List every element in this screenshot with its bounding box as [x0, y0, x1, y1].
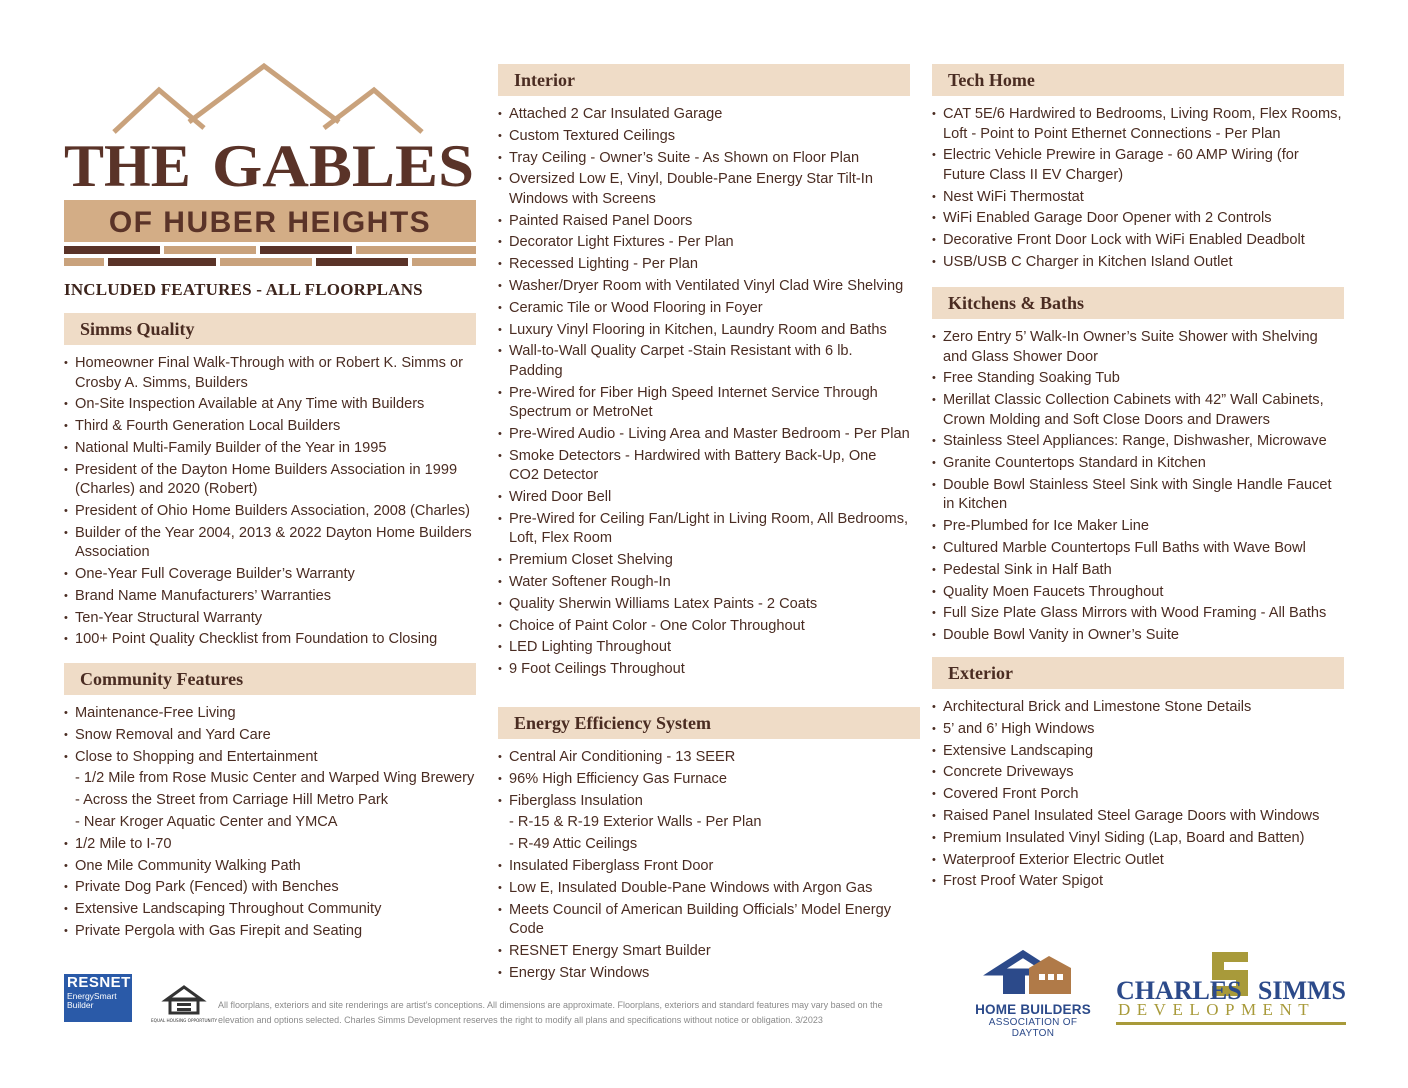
section-header: Energy Efficiency System [498, 707, 920, 739]
list [64, 354, 476, 650]
list-item: • One Mile Community Walking Path [64, 857, 476, 877]
list [64, 704, 476, 941]
list [498, 105, 910, 680]
list-item: • 96% High Efficiency Gas Furnace [498, 770, 920, 790]
roof-left-icon [114, 90, 204, 132]
list-item: • Maintenance-Free Living [64, 704, 476, 724]
list-item: • President of the Dayton Home Builders Association in 1999 (Charles) and 2020 (Robert) [64, 461, 476, 500]
list-item: • Wall-to-Wall Quality Carpet -Stain Resistant with 6 lb. Padding [498, 342, 910, 381]
resnet-title: RESNET [67, 974, 131, 991]
list-item: • Meets Council of American Building Officials’ Model Energy Code [498, 901, 920, 940]
section-header: Exterior [932, 657, 1344, 689]
resnet-sub2: Builder [67, 1000, 94, 1010]
list-item: • Decorator Light Fixtures - Per Plan [498, 233, 910, 253]
list-item: • Attached 2 Car Insulated Garage [498, 105, 910, 125]
list-item: • Full Size Plate Glass Mirrors with Wood Framing - All Baths [932, 604, 1344, 624]
csd-simms: SIMMS [1257, 976, 1346, 1005]
equal-housing-icon [151, 984, 217, 1029]
list-item: • Pre-Wired Audio - Living Area and Master Bedroom - Per Plan [498, 425, 910, 445]
list-item: • Water Softener Rough-In [498, 573, 910, 593]
list-item: • Choice of Paint Color - One Color Throughout [498, 617, 910, 637]
list-item: • Pre-Wired for Fiber High Speed Internet Service Through Spectrum or MetroNet [498, 384, 910, 423]
list-item: • Raised Panel Insulated Steel Garage Doors with Windows [932, 807, 1344, 827]
list-item: • Close to Shopping and Entertainment [64, 748, 476, 768]
section-kitchens-baths [932, 287, 1344, 648]
list-item: • Frost Proof Water Spigot [932, 872, 1344, 892]
list-item: • Pedestal Sink in Half Bath [932, 561, 1344, 581]
list-item: • Extensive Landscaping [932, 742, 1344, 762]
hba-subtitle: ASSOCIATION OF DAYTON [988, 1017, 1078, 1039]
list-item: • Zero Entry 5’ Walk-In Owner’s Suite Shower with Shelving and Glass Shower Door [932, 328, 1344, 367]
list-item: • 5’ and 6’ High Windows [932, 720, 1344, 740]
list-item: • 100+ Point Quality Checklist from Foundation to Closing [64, 630, 476, 650]
list-item: • Central Air Conditioning - 13 SEER [498, 748, 920, 768]
list-item: • Electric Vehicle Prewire in Garage - 60 AMP Wiring (for Future Class II EV Charger) [932, 146, 1344, 185]
list-item: • Low E, Insulated Double-Pane Windows with Argon Gas [498, 879, 920, 899]
list-item: • National Multi-Family Builder of the Year in 1995 [64, 439, 476, 459]
list-item: • Stainless Steel Appliances: Range, Dishwasher, Microwave [932, 432, 1344, 452]
list-item: • Quality Moen Faucets Throughout [932, 583, 1344, 603]
list-item: - 1/2 Mile from Rose Music Center and Warped Wing Brewery [75, 770, 475, 787]
list-item: • LED Lighting Throughout [498, 638, 910, 658]
list-item: • Washer/Dryer Room with Ventilated Vinyl Clad Wire Shelving [498, 277, 910, 297]
list-item: • Free Standing Soaking Tub [932, 369, 1344, 389]
list-item: • Merillat Classic Collection Cabinets with 42” Wall Cabinets, Crown Molding and Soft Close Doors and Drawers [932, 391, 1344, 430]
roof-center-icon [189, 66, 339, 122]
section-header: Interior [498, 64, 910, 96]
list-item: • Private Dog Park (Fenced) with Benches [64, 878, 476, 898]
list-item: • Recessed Lighting - Per Plan [498, 255, 910, 275]
list-item: • Extensive Landscaping Throughout Community [64, 900, 476, 920]
list-item: • Architectural Brick and Limestone Stone Details [932, 698, 1344, 718]
list-item: • President of Ohio Home Builders Association, 2008 (Charles) [64, 502, 476, 522]
section-tech-home [932, 64, 1344, 275]
list [932, 105, 1344, 272]
list-item: • Smoke Detectors - Hardwired with Battery Back-Up, One CO2 Detector [498, 447, 910, 486]
list-item: - R-15 & R-19 Exterior Walls - Per Plan [509, 814, 762, 831]
list-item: - Near Kroger Aquatic Center and YMCA [75, 813, 338, 830]
section-energy-efficiency [498, 707, 920, 985]
list-item: • Pre-Wired for Ceiling Fan/Light in Living Room, All Bedrooms, Loft, Flex Room [498, 510, 910, 549]
list-item: • Quality Sherwin Williams Latex Paints - 2 Coats [498, 595, 910, 615]
section-header: Kitchens & Baths [932, 287, 1344, 319]
list [932, 328, 1344, 646]
list-item: • One-Year Full Coverage Builder’s Warranty [64, 565, 476, 585]
list-item: - R-49 Attic Ceilings [509, 836, 638, 853]
list-item: • Energy Star Windows [498, 964, 920, 984]
list-item: • Custom Textured Ceilings [498, 127, 910, 147]
list-item: • Oversized Low E, Vinyl, Double-Pane Energy Star Tilt-In Windows with Screens [498, 170, 910, 209]
list-item: • Premium Closet Shelving [498, 551, 910, 571]
list-item: • Brand Name Manufacturers’ Warranties [64, 587, 476, 607]
list-item: • Fiberglass Insulation [498, 792, 920, 812]
section-simms-quality [64, 313, 476, 652]
logo-gables: GABLES [212, 133, 474, 199]
section-header: Community Features [64, 663, 476, 695]
list-item: • Nest WiFi Thermostat [932, 188, 1344, 208]
section-exterior [932, 657, 1344, 894]
disclaimer-text: All floorplans, exteriors and site renderings are artist’s conceptions. All dimensions are approximate. Floorplans, exteriors and standard features may vary based on the elevation and options selected. Charles Simms Development reserves the right to modify all plans and specifications without notice or obligation. 3/2023 [218, 1000, 883, 1025]
section-community-features [64, 663, 476, 944]
list-item: • Wired Door Bell [498, 488, 910, 508]
list-item: • On-Site Inspection Available at Any Time with Builders [64, 395, 476, 415]
list-item: • Luxury Vinyl Flooring in Kitchen, Laundry Room and Baths [498, 321, 910, 341]
list-item: • Builder of the Year 2004, 2013 & 2022 Dayton Home Builders Association [64, 524, 476, 563]
list-item: • Tray Ceiling - Owner’s Suite - As Shown on Floor Plan [498, 149, 910, 169]
list-item: • 1/2 Mile to I-70 [64, 835, 476, 855]
list-item: • Third & Fourth Generation Local Builders [64, 417, 476, 437]
list-item: • USB/USB C Charger in Kitchen Island Outlet [932, 253, 1344, 273]
list-item: • Decorative Front Door Lock with WiFi Enabled Deadbolt [932, 231, 1344, 251]
csd-underline [1116, 1022, 1346, 1025]
resnet-sub1: EnergySmart [67, 991, 117, 1001]
hba-title: HOME BUILDERS [975, 1002, 1091, 1017]
section-header: Simms Quality [64, 313, 476, 345]
resnet-logo [64, 974, 132, 1022]
list-item: • Covered Front Porch [932, 785, 1344, 805]
csd-charles: CHARLES [1116, 976, 1242, 1005]
list-item: • Private Pergola with Gas Firepit and Seating [64, 922, 476, 942]
charles-simms-development-logo [1116, 950, 1346, 1026]
gables-logo [64, 62, 478, 272]
list-item: • Double Bowl Vanity in Owner’s Suite [932, 626, 1344, 646]
list-item: • WiFi Enabled Garage Door Opener with 2 Controls [932, 209, 1344, 229]
list-item: - Across the Street from Carriage Hill Metro Park [75, 792, 389, 809]
roof-right-icon [324, 90, 422, 132]
list-item: • Insulated Fiberglass Front Door [498, 857, 920, 877]
section-interior [498, 64, 910, 682]
list-item: • Cultured Marble Countertops Full Baths with Wave Bowl [932, 539, 1344, 559]
list [932, 698, 1344, 892]
list-item: • Waterproof Exterior Electric Outlet [932, 851, 1344, 871]
list-item: • Ceramic Tile or Wood Flooring in Foyer [498, 299, 910, 319]
eho-text: EQUAL HOUSING OPPORTUNITY [151, 1018, 217, 1023]
list [498, 748, 920, 983]
list-item: • Ten-Year Structural Warranty [64, 609, 476, 629]
included-features-title: INCLUDED FEATURES - ALL FLOORPLANS [64, 280, 423, 299]
list-item: • 9 Foot Ceilings Throughout [498, 660, 910, 680]
list-item: • Pre-Plumbed for Ice Maker Line [932, 517, 1344, 537]
list-item: • Homeowner Final Walk-Through with or Robert K. Simms or Crosby A. Simms, Builders [64, 354, 476, 393]
logo-the: THE [64, 133, 191, 199]
list-item: • RESNET Energy Smart Builder [498, 942, 920, 962]
home-builders-association-logo [966, 950, 1100, 1039]
list-item: • Snow Removal and Yard Care [64, 726, 476, 746]
list-item: • Premium Insulated Vinyl Siding (Lap, Board and Batten) [932, 829, 1344, 849]
section-header: Tech Home [932, 64, 1344, 96]
list-item: • Double Bowl Stainless Steel Sink with Single Handle Faucet in Kitchen [932, 476, 1344, 515]
list-item: • Concrete Driveways [932, 763, 1344, 783]
csd-development: DEVELOPMENT [1118, 1000, 1316, 1019]
list-item: • Painted Raised Panel Doors [498, 212, 910, 232]
logo-sub: OF HUBER HEIGHTS [108, 206, 432, 239]
list-item: • CAT 5E/6 Hardwired to Bedrooms, Living Room, Flex Rooms, Loft - Point to Point Ethernet Connections - Per Plan [932, 105, 1344, 144]
house-icon [993, 950, 1073, 996]
list-item: • Granite Countertops Standard in Kitchen [932, 454, 1344, 474]
